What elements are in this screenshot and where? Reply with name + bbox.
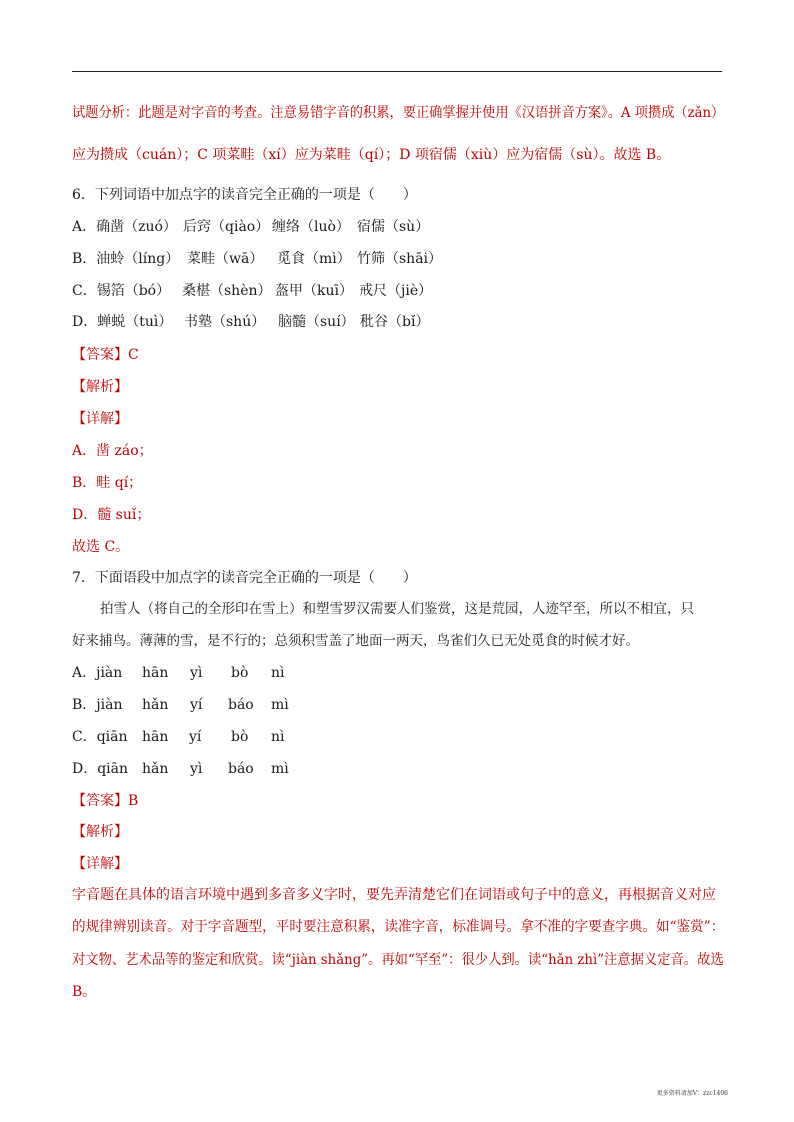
q7-d-2: hǎn [142,761,169,777]
q6-c-2: 桑椹（shèn） [182,283,272,299]
q6-b-3: 觅食（mì） [277,251,351,267]
q7-xiangjie: 【详解】 [72,856,128,872]
q6-detail-d: D．髓 suǐ； [72,507,151,523]
q7-b-1: B．jiàn [72,697,123,713]
q6-a-4: 宿儒（sù） [357,219,430,235]
q7-explain-line-1: 字音题在具体的语言环境中遇到多音多义字时，要先弄清楚它们在词语或句子中的意义，再根据音义对应 [72,887,716,903]
q6-detail-b: B．畦 qí； [72,475,143,491]
footer-note: 更多资料请加V：zzc1406 [656,1090,728,1097]
q6-jiexi: 【解析】 [72,379,128,395]
q7-answer: 【答案】B [72,793,139,809]
q6-conclusion: 故选 C。 [72,539,130,555]
q6-c-4: 戒尺（jiè） [359,283,433,299]
q7-a-5: nì [271,665,285,681]
header-rule [72,71,722,72]
q7-explain-line-2: 的规律辨别读音。对于字音题型，平时要注意积累，读准字音，标准调号。拿不准的字要查字典。如“鉴赏”： [72,919,725,935]
q7-c-5: nì [271,729,285,745]
q6-d-2: 书塾（shú） [184,314,266,330]
q7-c-1: C．qiān [72,729,128,745]
q7-b-3: yí [190,697,203,713]
q7-c-4: bò [231,729,249,745]
q7-passage-line-2: 好来捕鸟。薄薄的雪，是不行的；总须积雪盖了地面一两天，鸟雀们久已无处觅食的时候才好。 [72,633,639,649]
analysis-line-1: 试题分析：此题是对字音的考查。注意易错字音的积累，要正确掌握并使用《汉语拼音方案》。A 项攒成（zǎn） [72,105,725,121]
q6-c-3: 盔甲（kuī） [275,283,353,299]
q7-a-3: yì [190,665,203,681]
q7-jiexi: 【解析】 [72,824,128,840]
q6-a-2: 后窍（qiào） [183,219,270,235]
q6-a-1: A．确凿（zuó） [72,219,177,235]
q6-question: 6．下列词语中加点字的读音完全正确的一项是（ ） [72,187,417,203]
q7-d-4: báo [228,761,254,777]
q7-a-2: hān [142,665,169,681]
q7-d-5: mì [271,761,289,777]
q7-b-5: mì [271,697,289,713]
q6-b-4: 竹筛（shāi） [357,251,443,267]
q7-c-3: yí [189,729,202,745]
q6-detail-a: A．凿 záo； [72,443,153,459]
q6-answer: 【答案】C [72,347,139,363]
q7-question: 7．下面语段中加点字的读音完全正确的一项是（ ） [72,570,417,586]
q7-b-4: báo [228,697,254,713]
q7-a-4: bò [231,665,249,681]
q6-d-1: D．蝉蜕（tuì） [72,314,173,330]
q7-passage-line-1: 拍雪人（将自己的全形印在雪上）和塑雪罗汉需要人们鉴赏，这是荒园，人迹罕至，所以不相宜，只 [100,601,694,617]
q6-b-2: 菜畦（wā） [187,251,264,267]
analysis-line-2: 应为攒成（cuán）；C 项菜畦（xí）应为菜畦（qí）；D 项宿儒（xiù）应为宿儒（sù）。故选 B。 [72,147,671,163]
q6-c-1: C．锡箔（bó） [72,283,171,299]
q6-d-3: 脑髓（suí） [278,314,355,330]
q7-explain-line-4: B。 [72,984,97,1000]
q7-d-3: yì [190,761,203,777]
q7-explain-line-3: 对文物、艺术品等的鉴定和欣赏。读“jiàn shǎng”。再如“罕至”：很少人到。读“hǎn zhì”注意据义定音。故选 [72,952,724,968]
q6-xiangjie: 【详解】 [72,411,128,427]
q6-d-4: 秕谷（bǐ） [360,314,430,330]
q6-b-1: B．油蛉（líng） [72,251,180,267]
q7-b-2: hǎn [142,697,169,713]
q7-d-1: D．qiān [72,761,129,777]
q7-c-2: hān [142,729,169,745]
q7-a-1: A．jiàn [72,665,123,681]
q6-a-3: 缠络（luò） [272,219,350,235]
